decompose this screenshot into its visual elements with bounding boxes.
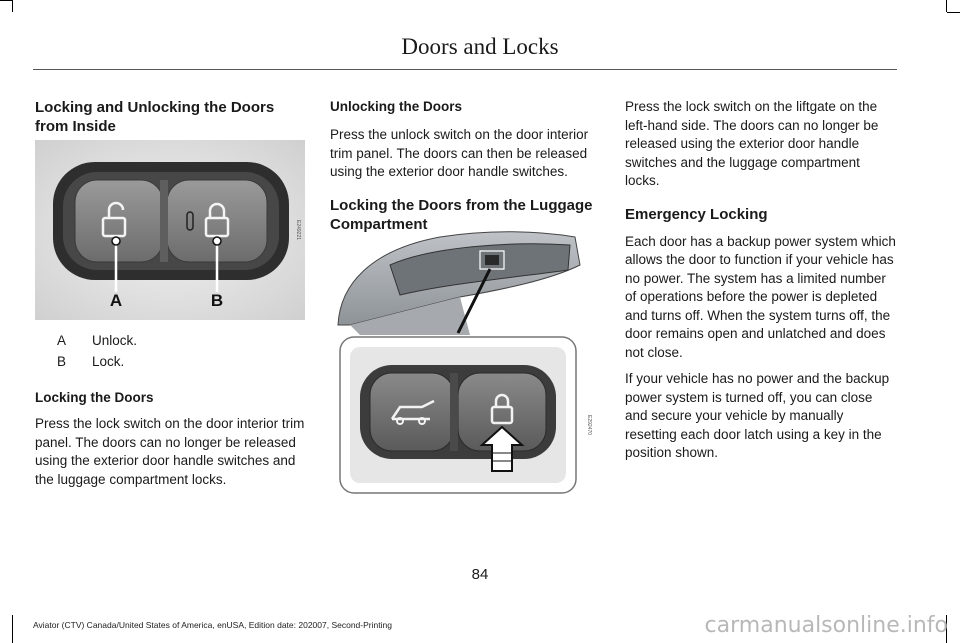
- column-3: [625, 98, 897, 463]
- crop-mark: [947, 12, 960, 13]
- paragraph: Press the lock switch on the door interior trim panel. The doors can no longer be released using the exterior door handle switches and the luggage compartment locks.: [35, 416, 305, 487]
- page-header: Doors and Locks: [401, 34, 559, 59]
- liftgate-illustration: [330, 225, 595, 497]
- page-number: 84: [471, 566, 489, 583]
- footer-text: Aviator (CTV) Canada/United States of America, enUSA, Edition date: 202007, Second-Printing: [33, 620, 392, 630]
- section-heading: Locking and Unlocking the Doors from Inside: [35, 99, 275, 135]
- sub-heading: Locking the Doors: [35, 390, 154, 405]
- figure-id: E292470: [586, 415, 592, 436]
- column-1: [35, 98, 310, 136]
- crop-mark: [0, 0, 12, 1]
- figure-liftgate-switch: [330, 225, 595, 497]
- column-2: [330, 98, 602, 234]
- paragraph: Press the lock switch on the liftgate on the left-hand side. The doors can no longer be released using the exterior door handle switches and the luggage compartment locks.: [625, 99, 879, 188]
- crop-mark: [12, 615, 13, 643]
- crop-mark: [12, 0, 13, 12]
- header-rule: [33, 69, 897, 70]
- legend-key: A: [57, 333, 67, 348]
- sub-heading: Unlocking the Doors: [330, 99, 463, 114]
- watermark: carmanualsonline.info: [704, 613, 948, 638]
- legend: [57, 333, 297, 373]
- legend-row: [57, 354, 297, 372]
- crop-mark: [946, 0, 947, 12]
- figure-label-b: B: [210, 291, 224, 310]
- paragraph: Each door has a backup power system which allows the door to function if your vehicle has no power. The system has a limited number of operations before the power is depleted and turns off. When the system turns off, the door remains open and unlatched and does not close.: [625, 233, 896, 360]
- figure-label-a: A: [109, 291, 123, 310]
- paragraph: Press the unlock switch on the door interior trim panel. The doors can then be released using the exterior door handle switches.: [330, 127, 589, 179]
- legend-value: Lock.: [92, 354, 125, 369]
- legend-row: [57, 333, 297, 351]
- figure-door-switch: [35, 140, 305, 320]
- door-switch-illustration: [35, 140, 305, 320]
- section-heading: Emergency Locking: [625, 205, 768, 223]
- section-heading: Locking the Doors from the Luggage Compartment: [330, 196, 593, 233]
- figure-id: E249221: [295, 220, 301, 241]
- column-1-lower: [35, 389, 310, 489]
- legend-value: Unlock.: [92, 333, 138, 348]
- paragraph: If your vehicle has no power and the backup power system is turned off, you can close and secure your vehicle by manually resetting each door latch using a key in the position shown.: [625, 371, 890, 460]
- legend-key: B: [57, 354, 67, 369]
